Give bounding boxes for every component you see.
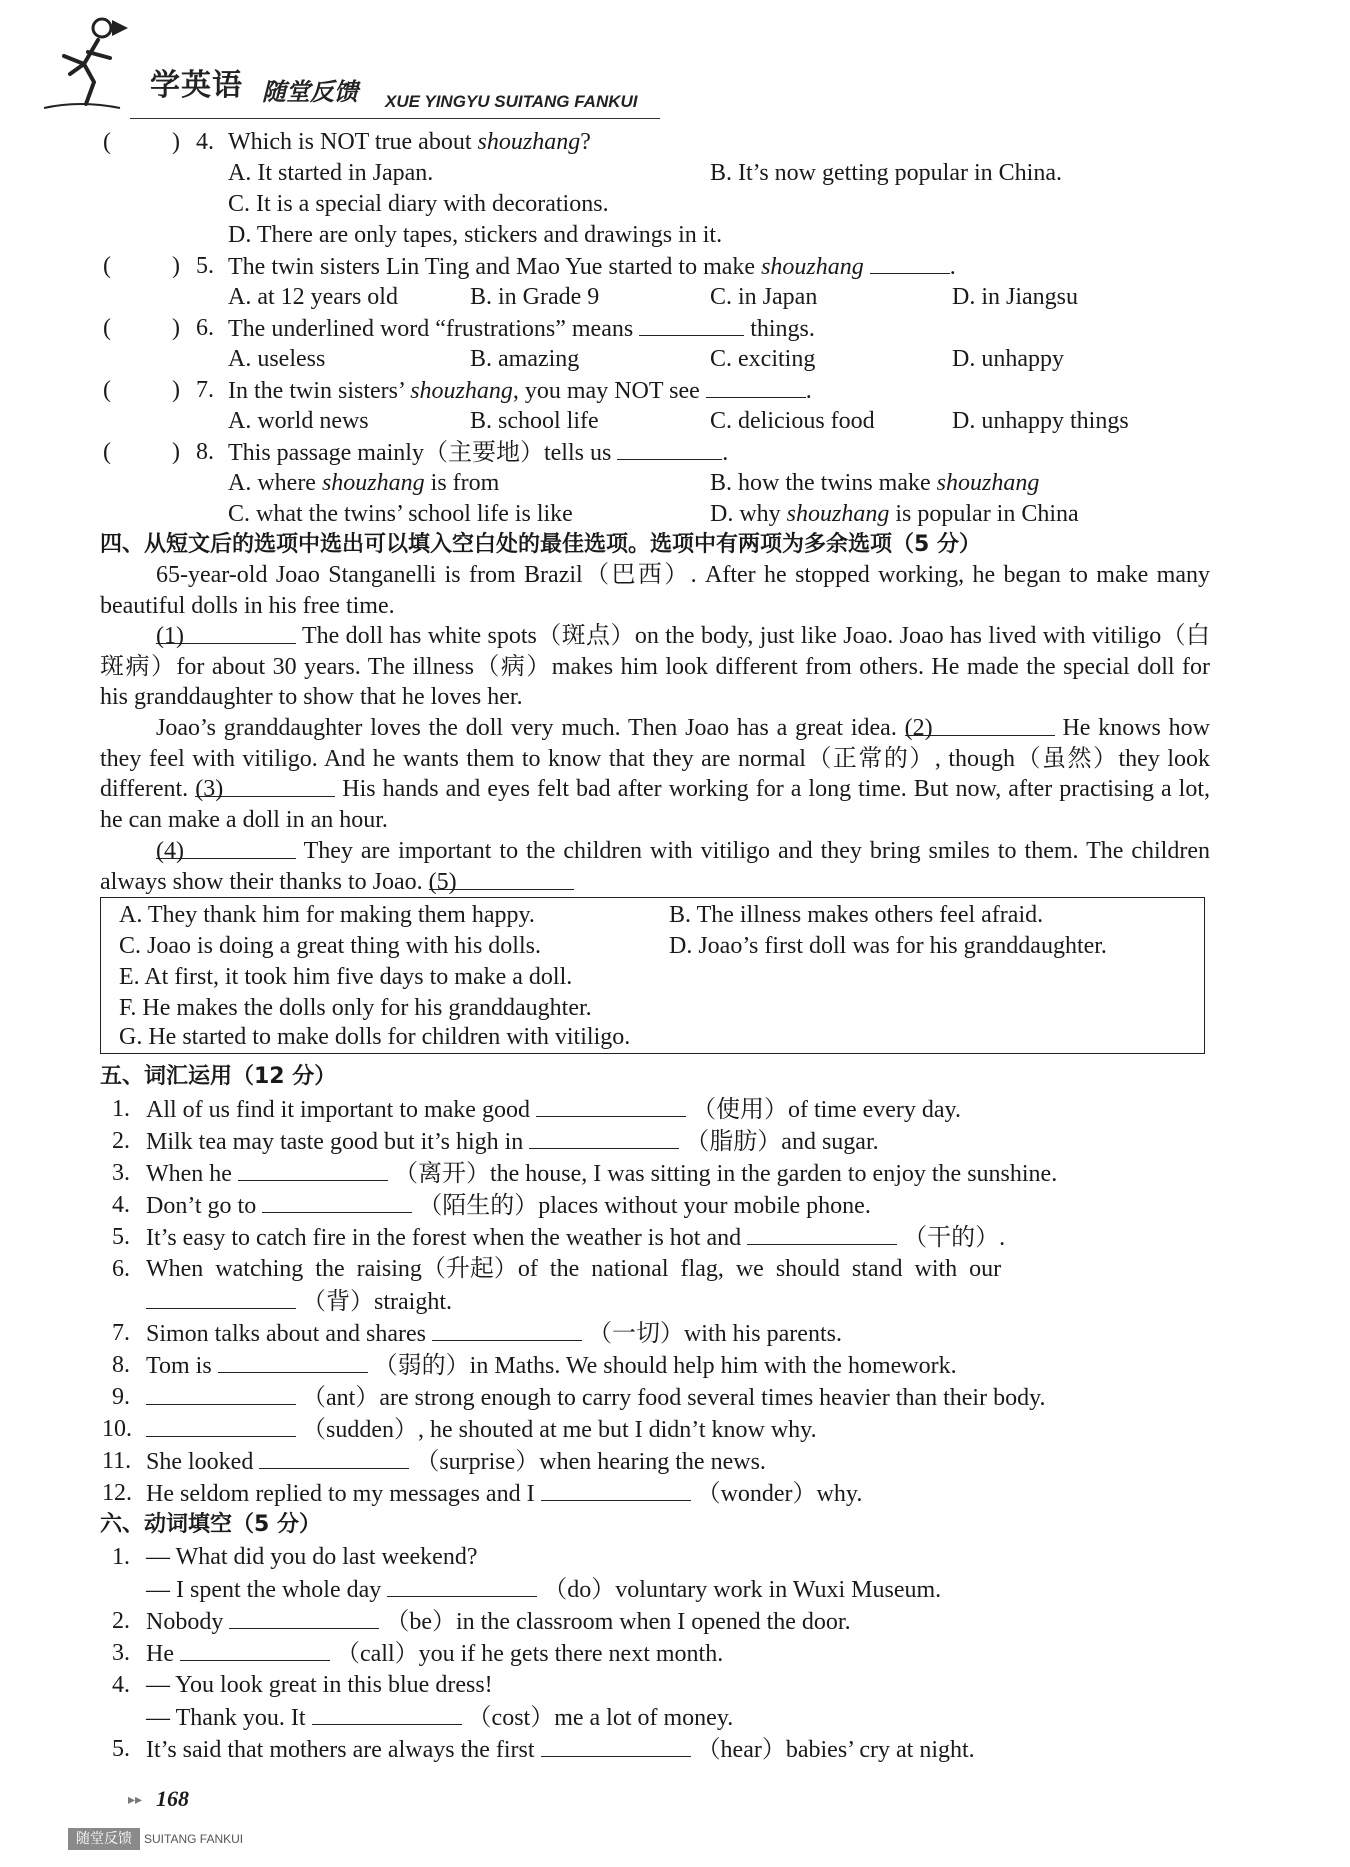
vocab-item-6-cont: （背）straight. [146,1286,452,1317]
vocab-item-7: Simon talks about and shares （一切）with his parents. [146,1318,842,1349]
answer-paren-open: ( [103,315,111,341]
verb-item-4-q: — You look great in this blue dress! [146,1672,493,1698]
box-option-g: G. He started to make dolls for children with vitiligo. [119,1024,631,1050]
footer-tag-en: SUITANG FANKUI [144,1832,244,1846]
option-b: B. school life [470,408,599,434]
answer-paren-open: ( [103,439,111,465]
vocab-item-5: It’s easy to catch fire in the forest when the weather is hot and （干的）. [146,1222,1005,1253]
vocab-item-10: （sudden）, he shouted at me but I didn’t know why. [146,1414,817,1445]
vocab-blank[interactable] [536,1094,686,1117]
option-c: C. what the twins’ school life is like [228,501,573,527]
vocab-blank[interactable] [432,1318,582,1341]
options-box [100,897,1205,1054]
verb-blank[interactable] [312,1702,462,1725]
verb-blank[interactable] [541,1734,691,1757]
question-number: 8. [196,439,214,465]
passage-paragraph-4: (4) They are important to the children with vitiligo and they bring smiles to them. The children always show their thanks to Joao. (5) [100,838,1210,895]
option-c: C. delicious food [710,408,875,434]
answer-paren-close: ) [172,439,180,465]
option-a: A. at 12 years old [228,284,398,310]
item-number: 5. [112,1224,130,1250]
vocab-blank[interactable] [146,1286,296,1309]
option-a: A. useless [228,346,326,372]
passage-blank-5[interactable]: (5) [429,867,574,890]
section-5-title: 五、词汇运用（12 分） [100,1064,337,1089]
answer-paren-close: ) [172,377,180,403]
vocab-item-3: When he （离开）the house, I was sitting in the garden to enjoy the sunshine. [146,1158,1057,1189]
question-number: 5. [196,253,214,279]
vocab-item-1: All of us find it important to make good （使用）of time every day. [146,1094,961,1125]
passage-paragraph-2: (1) The doll has white spots（斑点）on the body, just like Joao. Joao has lived with vitiligo（白斑病）for about 30 years. The illness（病）makes him look different from others. He made the special doll for his granddaughter to show that he loves her. [100,623,1210,710]
box-option-a: A. They thank him for making them happy. [119,902,535,928]
question-stem: This passage mainly（主要地）tells us . [228,437,728,468]
vocab-blank[interactable] [747,1222,897,1245]
verb-item-2: Nobody （be）in the classroom when I opened the door. [146,1606,851,1637]
arrow-icon: ▸▸ [128,1792,143,1808]
option-a: A. It started in Japan. [228,160,434,186]
answer-blank[interactable] [617,437,722,460]
vocab-item-8: Tom is （弱的）in Maths. We should help him with the homework. [146,1350,957,1381]
section-6-title: 六、动词填空（5 分） [100,1512,321,1537]
option-c: C. exciting [710,346,816,372]
item-number: 4. [112,1672,130,1698]
item-number: 12. [102,1480,132,1506]
answer-blank[interactable] [706,375,806,398]
passage-blank-3[interactable]: (3) [195,774,335,797]
option-c: C. in Japan [710,284,818,310]
answer-blank[interactable] [870,251,950,274]
answer-paren-close: ) [172,129,180,155]
box-option-d: D. Joao’s first doll was for his granddaughter. [669,933,1107,959]
question-stem: In the twin sisters’ shouzhang, you may NOT see . [228,375,812,406]
verb-blank[interactable] [180,1638,330,1661]
vocab-blank[interactable] [541,1478,691,1501]
vocab-blank[interactable] [238,1158,388,1181]
option-d: D. why shouzhang is popular in China [710,501,1079,527]
page-footer [68,1780,368,1860]
header-rule [130,118,660,119]
question-stem: Which is NOT true about shouzhang? [228,129,591,155]
option-c: C. It is a special diary with decorations. [228,191,609,217]
option-b: B. in Grade 9 [470,284,600,310]
vocab-blank[interactable] [529,1126,679,1149]
verb-item-4-a: — Thank you. It （cost）me a lot of money. [146,1702,733,1733]
option-a: A. world news [228,408,369,434]
answer-paren-open: ( [103,253,111,279]
page-header [40,12,680,112]
item-number: 2. [112,1608,130,1634]
passage-blank-4[interactable]: (4) [156,836,296,859]
option-d: D. in Jiangsu [952,284,1078,310]
item-number: 3. [112,1640,130,1666]
verb-item-1-a: — I spent the whole day （do）voluntary work in Wuxi Museum. [146,1574,941,1605]
verb-item-5: It’s said that mothers are always the first （hear）babies’ cry at night. [146,1734,975,1765]
option-d: D. unhappy things [952,408,1129,434]
option-d: D. There are only tapes, stickers and drawings in it. [228,222,723,248]
item-number: 11. [102,1448,132,1474]
verb-item-1-q: — What did you do last weekend? [146,1544,478,1570]
answer-paren-open: ( [103,377,111,403]
vocab-blank[interactable] [146,1382,296,1405]
vocab-item-11: She looked （surprise）when hearing the news. [146,1446,766,1477]
question-number: 6. [196,315,214,341]
item-number: 9. [112,1384,130,1410]
box-option-c: C. Joao is doing a great thing with his dolls. [119,933,541,959]
passage-blank-2[interactable]: (2) [905,713,1055,736]
vocab-blank[interactable] [262,1190,412,1213]
box-option-e: E. At first, it took him five days to make a doll. [119,964,573,990]
item-number: 1. [112,1096,130,1122]
vocab-item-2: Milk tea may taste good but it’s high in （脂肪）and sugar. [146,1126,879,1157]
item-number: 4. [112,1192,130,1218]
question-stem: The underlined word “frustrations” means things. [228,313,815,344]
passage-paragraph-1: 65-year-old Joao Stanganelli is from Brazil（巴西）. After he stopped working, he began to make many beautiful dolls in his free time. [100,562,1210,619]
runner-logo-icon [40,12,130,112]
option-a: A. where shouzhang is from [228,470,500,496]
option-b: B. how the twins make shouzhang [710,470,1040,496]
item-number: 5. [112,1736,130,1762]
vocab-item-12: He seldom replied to my messages and I （wonder）why. [146,1478,862,1509]
vocab-item-9: （ant）are strong enough to carry food several times heavier than their body. [146,1382,1046,1413]
vocab-item-6: When watching the raising（升起）of the national flag, we should stand with our [146,1256,1002,1282]
item-number: 7. [112,1320,130,1346]
vocab-blank[interactable] [146,1414,296,1437]
question-number: 4. [196,129,214,155]
verb-item-3: He （call）you if he gets there next month. [146,1638,723,1669]
section-4-title: 四、从短文后的选项中选出可以填入空白处的最佳选项。选项中有两项为多余选项（5 分） [100,532,981,557]
question-number: 7. [196,377,214,403]
page-number: 168 [156,1786,189,1811]
option-d: D. unhappy [952,346,1064,372]
brand-title-cn: 学英语 [150,68,243,103]
answer-paren-close: ) [172,315,180,341]
passage-blank-1[interactable]: (1) [156,621,296,644]
box-option-b: B. The illness makes others feel afraid. [669,902,1044,928]
answer-paren-open: ( [103,129,111,155]
item-number: 8. [112,1352,130,1378]
box-option-f: F. He makes the dolls only for his granddaughter. [119,995,592,1021]
brand-title-en: XUE YINGYU SUITANG FANKUI [385,92,638,111]
footer-tag-cn: 随堂反馈 [68,1828,140,1850]
verb-blank[interactable] [229,1606,379,1629]
vocab-blank[interactable] [259,1446,409,1469]
item-number: 1. [112,1544,130,1570]
verb-blank[interactable] [387,1574,537,1597]
question-stem: The twin sisters Lin Ting and Mao Yue started to make shouzhang . [228,251,956,282]
answer-paren-close: ) [172,253,180,279]
vocab-blank[interactable] [218,1350,368,1373]
item-number: 3. [112,1160,130,1186]
answer-blank[interactable] [639,313,744,336]
item-number: 2. [112,1128,130,1154]
passage-paragraph-3: Joao’s granddaughter loves the doll very much. Then Joao has a great idea. (2) He knows how they feel with vitiligo. And he wants them to know that they are normal（正常的）, though（虽然）they look different. (3) His hands and eyes felt bad after working for a long time. But now, after practising a lot, he can make a doll in an hour. [100,715,1211,833]
vocab-item-4: Don’t go to （陌生的）places without your mobile phone. [146,1190,871,1221]
option-b: B. amazing [470,346,580,372]
item-number: 10. [102,1416,132,1442]
brand-subtitle-cn: 随堂反馈 [262,78,358,106]
item-number: 6. [112,1256,130,1282]
option-b: B. It’s now getting popular in China. [710,160,1062,186]
